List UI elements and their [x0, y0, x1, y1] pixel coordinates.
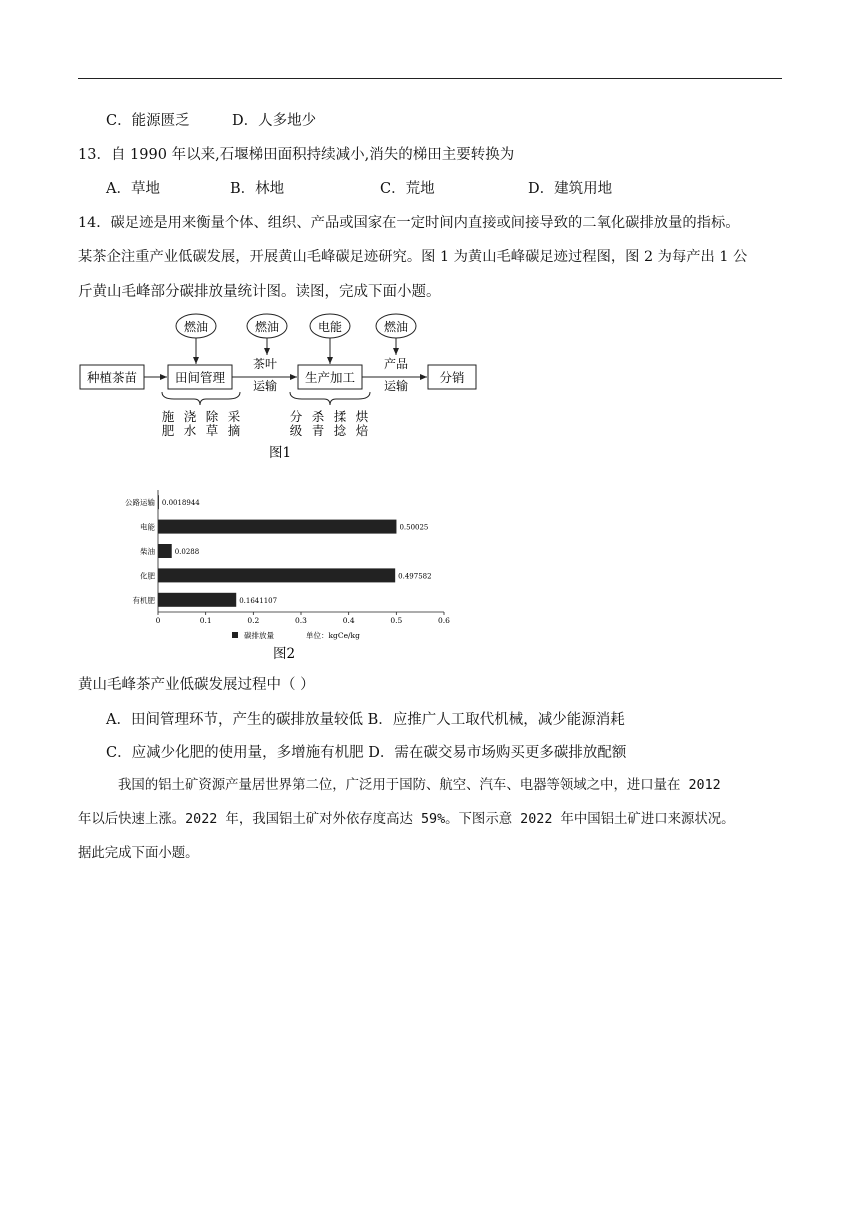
step-pick-1: 采 — [227, 409, 241, 424]
category-label-1: 电能 — [140, 522, 155, 532]
step-bake-2: 焙 — [355, 423, 369, 438]
step-grade-1: 分 — [289, 409, 303, 424]
legend-swatch — [232, 632, 238, 638]
step-fertilize-1: 施 — [161, 409, 175, 424]
step-weed-1: 除 — [205, 409, 219, 424]
q14-options-ab: A．田间管理环节，产生的碳排放量较低 B．应推广人工取代机械，减少能源消耗 — [106, 712, 625, 728]
q14-options-cd: C．应减少化肥的使用量，多增施有机肥 D．需在碳交易市场购买更多碳排放配额 — [106, 745, 627, 761]
category-label-2: 柴油 — [140, 547, 155, 556]
step-roll-1: 揉 — [333, 409, 347, 424]
step-fertilize-2: 肥 — [161, 423, 175, 438]
oval-fuel-1-label: 燃油 — [183, 320, 209, 334]
value-label-1: 0.50025 — [399, 523, 429, 532]
step-bake-1: 烘 — [355, 409, 369, 424]
x-tick-label-6: 0.6 — [438, 616, 450, 625]
bar-2 — [158, 544, 172, 558]
figure-2-chart — [110, 482, 470, 667]
passage-line-2: 年以后快速上涨。2022 年，我国铝土矿对外依存度高达 59%。下图示意 2022 年中国铝土矿进口来源状况。 — [78, 812, 735, 827]
step-water-2: 水 — [183, 423, 197, 438]
bar-1 — [158, 520, 396, 534]
bar-3 — [158, 568, 395, 582]
value-label-4: 0.1641107 — [239, 596, 278, 605]
step-water-1: 浇 — [183, 409, 197, 424]
x-tick-label-2: 0.2 — [247, 616, 260, 625]
q13-option-b: B．林地 — [230, 181, 285, 197]
step-weed-2: 草 — [205, 423, 219, 438]
arrow-label-product-2: 运输 — [383, 379, 409, 393]
brace-production — [290, 392, 370, 405]
x-tick-label-0: 0 — [155, 616, 161, 625]
q14-intro-line-2: 某茶企注重产业低碳发展，开展黄山毛峰碳足迹研究。图 1 为黄山毛峰碳足迹过程图，图 2 为每产出 1 公 — [78, 249, 748, 265]
q13-stem: 13．自 1990 年以来,石堰梯田面积持续减小,消失的梯田主要转换为 — [78, 147, 515, 163]
figure-1-diagram — [78, 310, 508, 470]
box-field-management-label: 田间管理 — [174, 370, 226, 385]
category-label-4: 有机肥 — [132, 595, 155, 605]
value-label-2: 0.0288 — [174, 548, 200, 556]
figure-2-caption: 图2 — [272, 646, 296, 662]
arrow-label-tea-2: 运输 — [252, 379, 278, 393]
passage-line-1: 我国的铝土矿资源产量居世界第二位，广泛用于国防、航空、汽车、电器等领域之中，进口量在 2012 — [118, 778, 721, 793]
brace-field — [162, 392, 240, 405]
step-grade-2: 级 — [289, 423, 303, 438]
value-label-0: 0.0018944 — [161, 499, 200, 508]
step-fix-1: 杀 — [311, 409, 325, 424]
x-tick-label-3: 0.3 — [295, 616, 307, 625]
x-tick-label-5: 0.5 — [390, 616, 403, 625]
q13-option-c: C．荒地 — [380, 181, 435, 197]
legend-label: 碳排放量 — [244, 631, 274, 640]
passage-line-3: 据此完成下面小题。 — [78, 846, 199, 861]
box-distribution-label: 分销 — [439, 370, 465, 385]
figure-1-caption: 图1 — [268, 445, 292, 461]
header-rule — [78, 78, 782, 79]
q14-question: 黄山毛峰茶产业低碳发展过程中（ ） — [78, 677, 315, 693]
category-label-3: 化肥 — [140, 571, 155, 581]
q12-option-c: C．能源匮乏 — [106, 113, 190, 129]
category-label-0: 公路运输 — [125, 498, 155, 508]
value-label-3: 0.497582 — [398, 572, 432, 581]
legend-unit: 单位：kgCe/kg — [306, 631, 360, 640]
step-roll-2: 捻 — [333, 423, 347, 438]
arrow-label-tea-1: 茶叶 — [252, 357, 278, 371]
bar-4 — [158, 593, 236, 607]
q13-option-d: D．建筑用地 — [528, 181, 613, 197]
q13-option-a: A．草地 — [106, 181, 160, 197]
q12-option-d: D．人多地少 — [232, 113, 317, 129]
box-production-label: 生产加工 — [304, 370, 356, 385]
q14-intro-line-3: 斤黄山毛峰部分碳排放量统计图。读图，完成下面小题。 — [78, 284, 441, 300]
step-pick-2: 摘 — [227, 423, 241, 438]
x-tick-label-1: 0.1 — [199, 616, 212, 625]
step-fix-2: 青 — [311, 423, 325, 438]
x-tick-label-4: 0.4 — [342, 616, 355, 625]
q14-intro-line-1: 14．碳足迹是用来衡量个体、组织、产品或国家在一定时间内直接或间接导致的二氧化碳排放量的指标。 — [78, 215, 740, 231]
oval-electricity-label: 电能 — [317, 320, 343, 334]
arrow-label-product-1: 产品 — [383, 357, 409, 371]
oval-fuel-3-label: 燃油 — [383, 320, 409, 334]
oval-fuel-2-label: 燃油 — [254, 320, 280, 334]
box-planting-label: 种植茶苗 — [86, 370, 138, 385]
